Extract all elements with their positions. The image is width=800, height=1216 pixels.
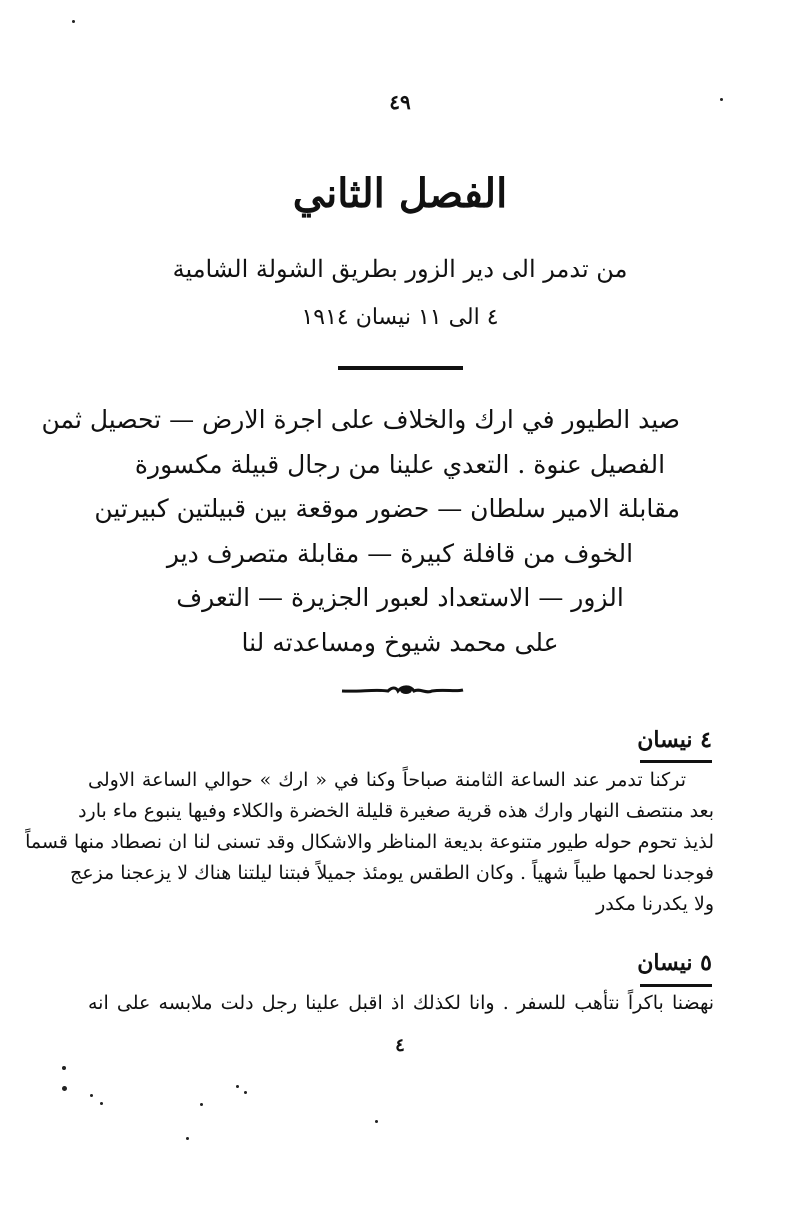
chapter-summary: [41, 398, 680, 665]
summary-line: الزور — الاستعداد لعبور الجزيرة — التعرف: [176, 583, 624, 612]
scan-speck: [90, 1094, 93, 1097]
section-divider-rule: [338, 366, 463, 370]
summary-line: الفصيل عنوة . التعدي علينا من رجال قبيلة مكسورة: [134, 449, 666, 479]
scan-speck: [244, 1091, 247, 1094]
entry-date-underline: [640, 760, 712, 763]
entry-date-underline: [640, 984, 712, 987]
entry-date-heading: ٥ نيسان: [637, 950, 712, 976]
printer-signature-mark: ٤: [395, 1035, 405, 1056]
summary-line: الخوف من قافلة كبيرة — مقابلة متصرف دير: [166, 538, 634, 568]
scan-speck: [186, 1137, 189, 1140]
paragraph-line: بعد منتصف النهار وارك هذه قرية صغيرة قليلة الخضرة والكلاء وفيها ينبوع ماء بارد: [78, 800, 714, 822]
paragraph-line: ولا يكدرنا مكدر: [596, 893, 714, 915]
scan-speck: [236, 1085, 239, 1088]
scan-speck: [100, 1102, 103, 1105]
diary-entry-paragraph: [88, 988, 714, 1019]
summary-line: صيد الطيور في ارك والخلاف على اجرة الارض — تحصيل ثمن: [41, 405, 680, 434]
paragraph-line: فوجدنا لحمها طيباً شهياً . وكان الطقس يومئذ جميلاً فبتنا ليلتنا هناك لا يزعجنا مزعج: [69, 862, 714, 884]
chapter-title: الفصل الثاني: [292, 170, 508, 217]
page-number: ٤٩: [389, 90, 411, 114]
scan-speck: [62, 1086, 67, 1091]
paragraph-line: تركنا تدمر عند الساعة الثامنة صباحاً وكنا في « ارك » حوالي الساعة الاولى: [88, 769, 686, 791]
summary-line: مقابلة الامير سلطان — حضور موقعة بين قبيلتين كبيرتين: [94, 494, 680, 523]
scan-speck: [72, 20, 75, 23]
scan-speck: [720, 98, 723, 101]
scan-speck: [62, 1066, 66, 1070]
chapter-date-range: ٤ الى ١١ نيسان ١٩١٤: [301, 305, 499, 330]
paragraph-line: نهضنا باكراً نتأهب للسفر . وانا لكذلك اذ اقبل علينا رجل دلت ملابسه على انه: [88, 992, 714, 1014]
ornamental-divider-icon: [340, 680, 465, 700]
entry-date-heading: ٤ نيسان: [637, 727, 712, 753]
diary-entry-paragraph: [25, 765, 714, 920]
scan-speck: [375, 1120, 378, 1123]
scan-speck: [200, 1103, 203, 1106]
summary-line: على محمد شيوخ ومساعدته لنا: [241, 627, 559, 657]
chapter-subtitle: من تدمر الى دير الزور بطريق الشولة الشامية: [172, 255, 628, 283]
paragraph-line: لذيذ تحوم حوله طيور متنوعة بديعة المناظر والاشكال وقد تسنى لنا ان نصطاد منها قسماً: [25, 831, 714, 853]
